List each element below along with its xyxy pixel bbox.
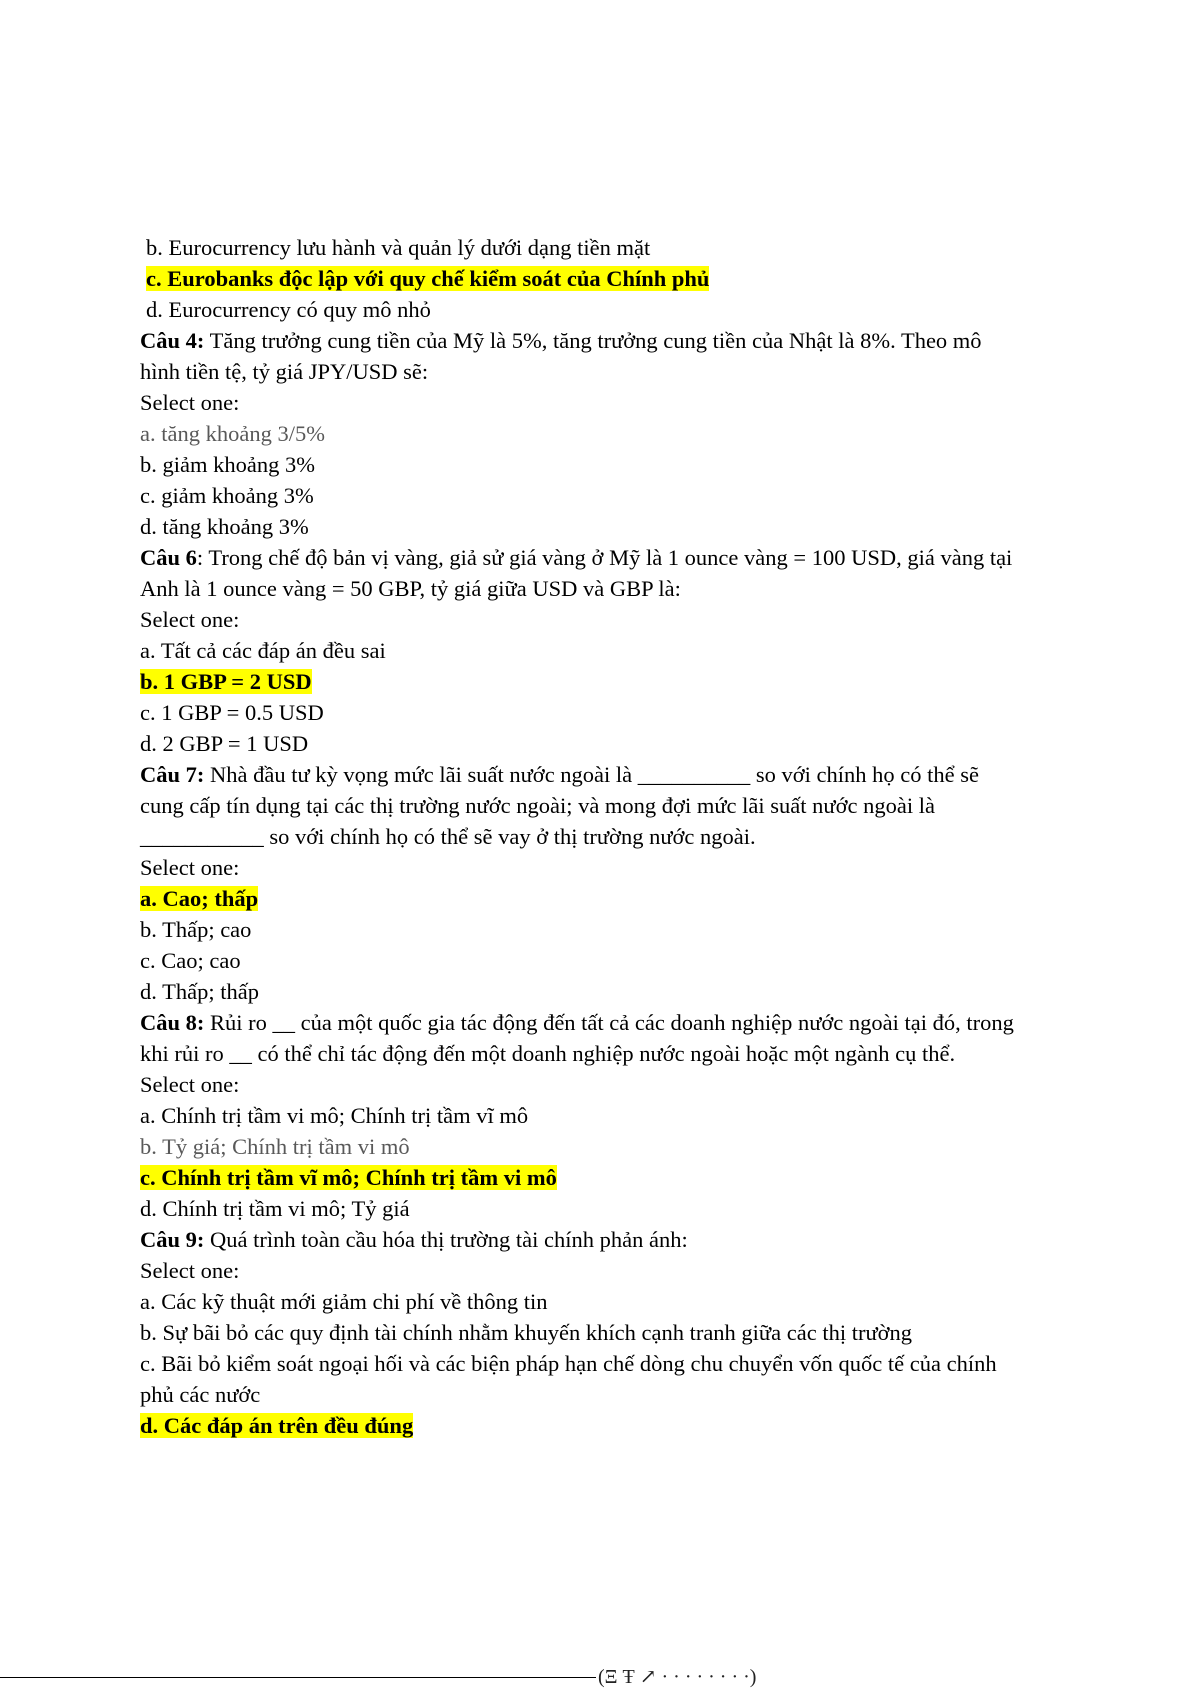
answer-option <box>140 728 1060 759</box>
question-4-stem-cont: khi rủi ro __ có thể chỉ tác động đến một doanh nghiệp nước ngoài hoặc một ngành cụ thể. <box>140 1041 956 1066</box>
answer-option-correct <box>140 666 1060 697</box>
question-2-stem <box>140 542 1060 573</box>
question-1-stem <box>140 325 1060 356</box>
answer-option <box>140 697 1060 728</box>
question-text: Tăng trưởng cung tiền của Mỹ là 5%, tăng trưởng cung tiền của Nhật là 8%. Theo mô <box>209 328 982 353</box>
question-3-stem-cont: ___________ so với chính họ có thể sẽ vay ở thị trường nước ngoài. <box>140 824 756 849</box>
question-text: Rủi ro __ của một quốc gia tác động đến tất cả các doanh nghiệp nước ngoài tại đó, trong <box>210 1010 1014 1035</box>
answer-option <box>140 914 1060 945</box>
option-text: c. Cao; cao <box>140 948 241 973</box>
option-text: c. giảm khoảng 3% <box>140 483 314 508</box>
answer-option-cont: phủ các nước <box>140 1382 261 1407</box>
footer-text-fragment: (Ξ Ŧ ↗ · · · · · · · ·) <box>598 1666 757 1688</box>
answer-option <box>140 976 1060 1007</box>
option-text: b. Thấp; cao <box>140 917 252 942</box>
footer-rule <box>0 1677 596 1678</box>
answer-option <box>140 449 1060 480</box>
option-text: b. Eurocurrency lưu hành và quản lý dưới dạng tiền mặt <box>146 235 651 260</box>
question-text: Nhà đầu tư kỳ vọng mức lãi suất nước ngoài là __________ so với chính họ có thể sẽ <box>210 762 980 787</box>
select-one-label: Select one: <box>140 607 240 632</box>
document-body <box>140 232 1060 1441</box>
answer-option-correct <box>140 263 1060 294</box>
answer-option-correct <box>140 1162 1060 1193</box>
option-text: a. Cao; thấp <box>140 886 259 911</box>
answer-option <box>140 635 1060 666</box>
answer-option-correct <box>140 883 1060 914</box>
answer-option <box>140 294 1060 325</box>
question-5-stem <box>140 1224 1060 1255</box>
option-text: a. Chính trị tầm vi mô; Chính trị tầm vĩ mô <box>140 1103 529 1128</box>
question-1-stem-cont: hình tiền tệ, tỷ giá JPY/USD sẽ: <box>140 359 429 384</box>
option-text: a. Tất cả các đáp án đều sai <box>140 638 386 663</box>
question-label: Câu 7: <box>140 762 205 787</box>
option-text: b. 1 GBP = 2 USD <box>140 669 312 694</box>
option-text: c. Eurobanks độc lập với quy chế kiểm soát của Chính phủ <box>146 266 710 291</box>
option-text: a. tăng khoảng 3/5% <box>140 421 325 446</box>
answer-option <box>140 418 1060 449</box>
option-text: b. Sự bãi bỏ các quy định tài chính nhằm khuyến khích cạnh tranh giữa các thị trường <box>140 1320 913 1345</box>
select-one-label: Select one: <box>140 1072 240 1097</box>
option-text: d. Eurocurrency có quy mô nhỏ <box>146 297 431 322</box>
question-label: Câu 6 <box>140 545 197 570</box>
answer-option <box>140 1286 1060 1317</box>
question-4-stem <box>140 1007 1060 1038</box>
question-3-stem-cont: cung cấp tín dụng tại các thị trường nước ngoài; và mong đợi mức lãi suất nước ngoài là <box>140 793 935 818</box>
answer-option <box>140 232 1060 263</box>
question-2-stem-cont: Anh là 1 ounce vàng = 50 GBP, tỷ giá giữa USD và GBP là: <box>140 576 681 601</box>
option-text: d. Các đáp án trên đều đúng <box>140 1413 414 1438</box>
option-text: d. tăng khoảng 3% <box>140 514 309 539</box>
answer-option <box>140 945 1060 976</box>
answer-option <box>140 1317 1060 1348</box>
answer-option: c. Bãi bỏ kiểm soát ngoại hối và các biện pháp hạn chế dòng chu chuyển vốn quốc tế của chính <box>140 1351 997 1376</box>
answer-option <box>140 480 1060 511</box>
option-text: d. Chính trị tầm vi mô; Tỷ giá <box>140 1196 410 1221</box>
select-one-label: Select one: <box>140 855 240 880</box>
answer-option <box>140 1100 1060 1131</box>
answer-option <box>140 511 1060 542</box>
answer-option-correct <box>140 1410 1060 1441</box>
answer-option <box>140 1193 1060 1224</box>
select-one-label: Select one: <box>140 1258 240 1283</box>
question-label: Câu 4: <box>140 328 205 353</box>
option-text: c. Chính trị tầm vĩ mô; Chính trị tầm vi mô <box>140 1165 557 1190</box>
option-text: d. Thấp; thấp <box>140 979 259 1004</box>
option-text: b. Tỷ giá; Chính trị tầm vi mô <box>140 1134 410 1159</box>
option-text: d. 2 GBP = 1 USD <box>140 731 309 756</box>
answer-option <box>140 1131 1060 1162</box>
question-text: Quá trình toàn cầu hóa thị trường tài chính phản ánh: <box>210 1227 688 1252</box>
select-one-label: Select one: <box>140 390 240 415</box>
option-text: b. giảm khoảng 3% <box>140 452 315 477</box>
question-3-stem <box>140 759 1060 790</box>
question-text: : Trong chế độ bản vị vàng, giả sử giá vàng ở Mỹ là 1 ounce vàng = 100 USD, giá vàng tại <box>196 545 1013 570</box>
option-text: a. Các kỹ thuật mới giảm chi phí về thông tin <box>140 1289 548 1314</box>
option-text: c. 1 GBP = 0.5 USD <box>140 700 324 725</box>
question-label: Câu 8: <box>140 1010 205 1035</box>
question-label: Câu 9: <box>140 1227 205 1252</box>
